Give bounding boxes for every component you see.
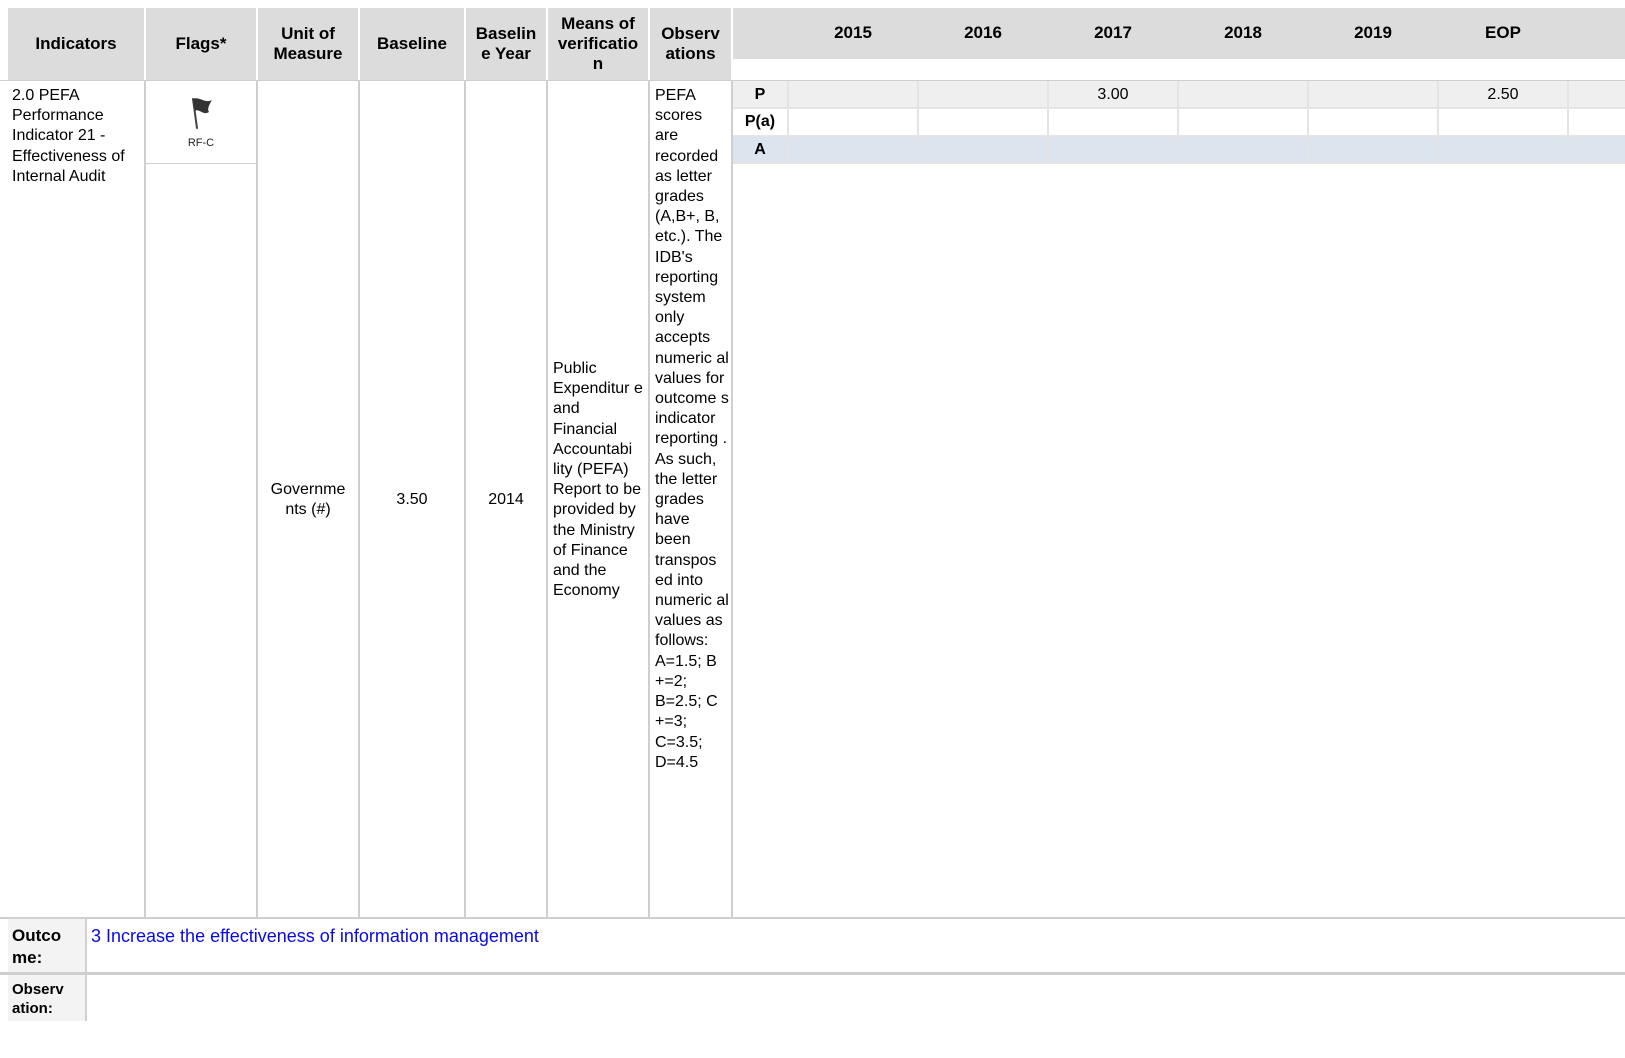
divider (733, 162, 1625, 164)
p-value-eop: 2.50 (1487, 85, 1519, 103)
flag-cell (146, 80, 256, 164)
baseline-value: 3.50 (396, 491, 428, 508)
flag-label: RF-C (187, 137, 215, 149)
means-of-verification: Public Expenditur e and Financial Accountabi lity (PEFA) Report to be provided by the Ministry of Finance and the Economy (553, 360, 643, 600)
header-year-eop (1438, 8, 1568, 58)
divider (733, 58, 1625, 59)
header-baseline-year-label: Baselin e Year (475, 24, 537, 63)
header-baseline (360, 8, 464, 80)
indicator-name: 2.0 PEFA Performance Indicator 21 - Effectiveness of Internal Audit (12, 87, 125, 185)
p-value-2015 (789, 81, 917, 108)
header-year-2018 (1178, 8, 1308, 58)
divider (546, 80, 548, 918)
header-year-label: 2016 (964, 23, 1002, 42)
divider (648, 80, 650, 918)
unit-of-measure (262, 480, 354, 520)
p-value-2019 (1309, 81, 1437, 108)
header-year-label: 2018 (1224, 23, 1262, 42)
p-value-2018 (1179, 81, 1307, 108)
divider (0, 972, 1625, 975)
divider (0, 917, 1625, 919)
outcome-link[interactable]: 3 Increase the effectiveness of information management (91, 926, 539, 946)
observations-text: PEFA scores are recorded as letter grades (A,B+, B, etc.). The IDB's reporting system only accepts numeric al values for outcome s indicator reporting . As such, the letter grades have been transpos ed into numeric al values as follows: A=1.5; B +=2; B=2.5; C +=3; C=3.5; D=4.5 (655, 87, 729, 771)
divider (733, 135, 1625, 137)
header-year-2017 (1048, 8, 1178, 58)
header-unit-label: Unit of Measure (273, 24, 343, 63)
header-observations-label: Observ ations (661, 24, 720, 63)
flag-icon (189, 96, 215, 130)
header-flags (146, 8, 256, 80)
header-unit (258, 8, 358, 80)
divider (85, 919, 87, 1021)
observation-label (12, 980, 82, 1018)
header-year-2019 (1308, 8, 1438, 58)
header-year-label: EOP (1485, 23, 1521, 42)
header-means (548, 8, 648, 80)
header-year-2015 (788, 8, 918, 58)
observation-label-text: Observ ation: (12, 981, 64, 1017)
divider (144, 80, 146, 918)
header-year-label: 2019 (1354, 23, 1392, 42)
header-indicators-label: Indicators (35, 34, 117, 53)
progress-label-a: A (754, 140, 766, 158)
outcome-label (12, 925, 82, 969)
progress-label-pa: P(a) (744, 113, 776, 130)
p-value-2017: 3.00 (1097, 85, 1129, 103)
header-baseline-label: Baseline (377, 34, 447, 53)
header-year-label: 2015 (834, 23, 872, 42)
divider (1567, 81, 1569, 163)
header-indicators (8, 8, 144, 80)
divider (731, 80, 733, 918)
header-observations (650, 8, 731, 80)
header-baseline-year (466, 8, 546, 80)
year-header-gap (733, 58, 1625, 80)
header-flags-label: Flags* (175, 34, 227, 53)
header-year-2016 (918, 8, 1048, 58)
p-value-2016 (919, 81, 1047, 108)
header-means-label: Means of verificatio n (557, 14, 639, 73)
progress-label-p: P (754, 85, 766, 103)
progress-row-a (733, 136, 1625, 163)
baseline-year-value: 2014 (488, 491, 524, 508)
header-year-label: 2017 (1094, 23, 1132, 42)
divider (256, 80, 258, 918)
unit-of-measure-text: Governme nts (#) (270, 481, 346, 519)
progress-row-pa (733, 108, 1625, 136)
outcome-label-text: Outco me: (12, 926, 62, 967)
